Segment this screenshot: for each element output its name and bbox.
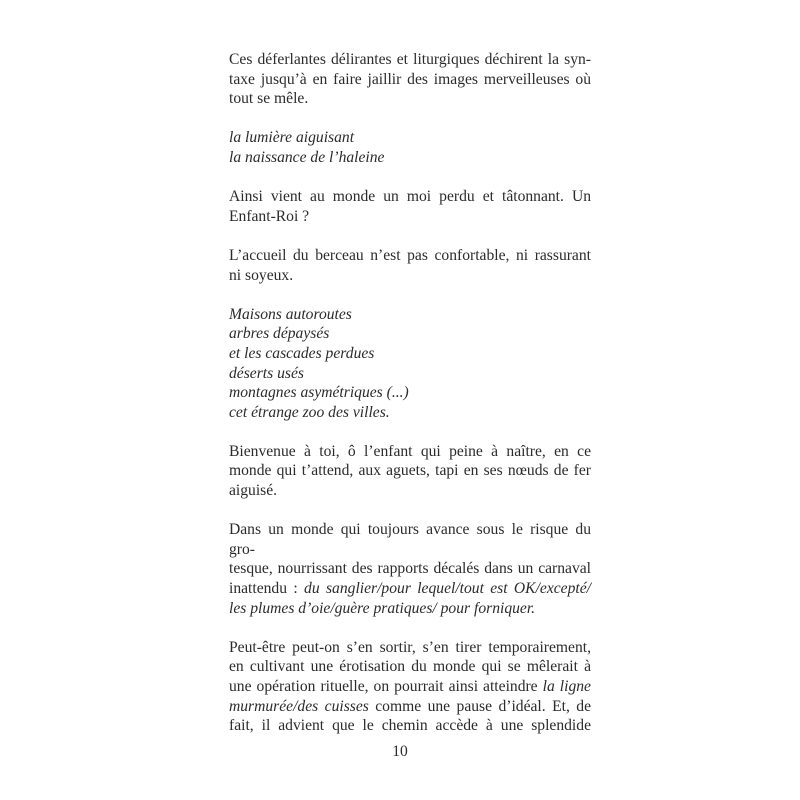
text-line: tesque, nourrissant des rapports décalés dans un carnaval bbox=[229, 560, 591, 578]
text-run: inattendu : bbox=[229, 580, 305, 598]
page-number: 10 bbox=[392, 743, 408, 760]
text-line: Enfant-Roi ? bbox=[229, 207, 310, 225]
paragraph-2 bbox=[229, 187, 591, 226]
quoted-verse: les plumes d’oie/guère pratiques/ pour forniquer. bbox=[229, 599, 536, 617]
verse-line: la naissance de l’haleine bbox=[229, 148, 385, 166]
verse-2 bbox=[229, 305, 591, 423]
text-line: Bienvenue à toi, ô l’enfant qui peine à naître, en ce bbox=[229, 442, 591, 460]
text-line bbox=[229, 579, 591, 599]
body-text bbox=[229, 50, 591, 736]
verse-1 bbox=[229, 128, 591, 167]
quoted-verse: la ligne bbox=[542, 678, 591, 695]
text-line: taxe jusqu’à en faire jaillir des images merveilleuses où bbox=[229, 70, 591, 88]
verse-line: Maisons autoroutes bbox=[229, 305, 352, 323]
paragraph-5 bbox=[229, 520, 591, 618]
quoted-verse: murmurée/des cuisses bbox=[229, 697, 369, 715]
text-line: Dans un monde qui toujours avance sous le risque du gro- bbox=[229, 521, 591, 558]
text-line: Ainsi vient au monde un moi perdu et tâtonnant. Un bbox=[229, 188, 591, 206]
verse-line: déserts usés bbox=[229, 364, 304, 382]
verse-line: la lumière aiguisant bbox=[229, 129, 355, 147]
verse-line: arbres dépaysés bbox=[229, 325, 330, 343]
paragraph-3 bbox=[229, 246, 591, 285]
verse-line: cet étrange zoo des villes. bbox=[229, 403, 390, 421]
verse-line: montagnes asymétriques (...) bbox=[229, 384, 409, 402]
text-run: comme une pause d’idéal. Et, de bbox=[368, 697, 591, 715]
paragraph-1 bbox=[229, 50, 591, 109]
text-line: tout se mêle. bbox=[229, 90, 309, 108]
text-line bbox=[229, 677, 591, 697]
text-line: fait, il advient que le chemin accède à une splendide bbox=[229, 717, 591, 735]
text-line: ni soyeux. bbox=[229, 266, 294, 284]
paragraph-6 bbox=[229, 638, 591, 736]
text-line: Peut-être peut-on s’en sortir, s’en tirer temporairement, bbox=[229, 638, 591, 656]
text-line: monde qui t’attend, aux aguets, tapi en ses nœuds de fer bbox=[229, 462, 591, 480]
text-line: aiguisé. bbox=[229, 482, 278, 500]
text-line: en cultivant une érotisation du monde qui se mêlerait à bbox=[229, 658, 591, 676]
text-line: L’accueil du berceau n’est pas confortable, ni rassurant bbox=[229, 246, 591, 264]
text-line: Ces déferlantes délirantes et liturgiques déchirent la syn- bbox=[229, 51, 591, 68]
verse-line: et les cascades perdues bbox=[229, 344, 375, 362]
text-line bbox=[229, 599, 591, 619]
quoted-verse: du sanglier/pour lequel/tout est OK/excepté/ bbox=[304, 580, 591, 598]
text-run: une opération rituelle, on pourrait ainsi atteindre bbox=[229, 678, 543, 695]
text-line bbox=[229, 697, 591, 717]
paragraph-4 bbox=[229, 442, 591, 501]
